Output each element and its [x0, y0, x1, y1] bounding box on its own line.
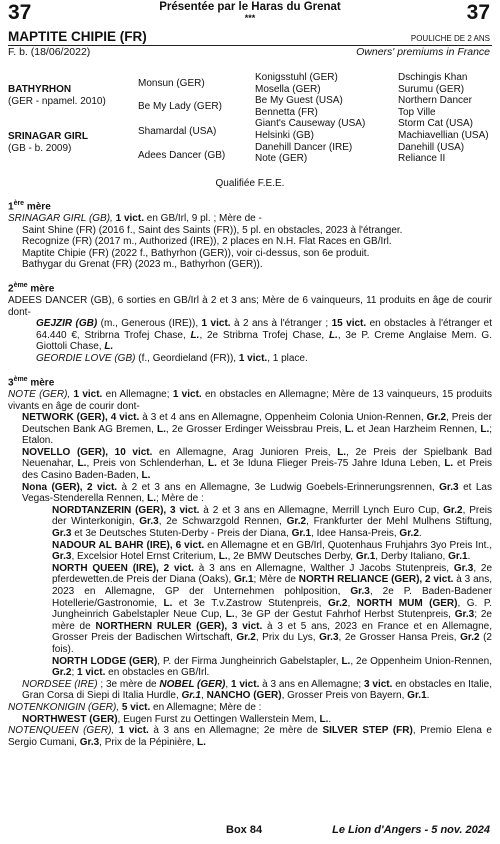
pedigree-gen4 — [398, 72, 489, 165]
produce-nona: Nona (GER), 2 vict. à 2 et 3 ans en Allemagne, 3e Ludwig Goebels-Erinnerungsrennen, Gr.3 et Las Vegas-Stenderella Rennen, L.; Mère de : — [22, 481, 492, 505]
produce-north-queen: NORTH QUEEN (IRE), 2 vict. à 3 ans en Allemagne, Walther J Jacobs Stutenpreis, Gr.3, 2e pferdewetten.de Preis der Diana (Oaks), Gr.1; Mère de NORTH RELIANCE (GER), 2 vict. à 3 ans, 2023 en Allemagne, GP der Unternehmen pohlposition, Gr.3, 2e P. Baden-Badener Hotellerie/Gastronomie, L. et 3e T.v.Zastrow Stutenpreis, Gr.2, NORTH MUM (GER), G. P. Jungheinrich Gabelstapler Neue Cup, L., 3e GP der Gestut Fahrhof Herbst Stutenpreis, Gr.3; 2e mère de NORTHERN RULER (GER), 3 vict. à 3 et 5 ans, 2023 en France et en Allemagne, Grosser Preis der Badischen Wirtschaft, Gr.2, Prix du Lys, Gr.3, 2e Grosser Hansa Preis, Gr.2 (2 fois). — [52, 562, 493, 655]
horse-birth: F. b. (18/06/2022) — [8, 46, 91, 58]
produce-novello: NOVELLO (GER), 10 vict. en Allemagne, Arag Junioren Preis, L., 2e Preis der Spielbank Bad Neuenahar, L., Preis von Schlenderhan, L. et 3e Iduna Flieger Preis-75 Jahre Iduna Leben, L. et Preis des Casino Baden-Baden, L. — [22, 446, 492, 482]
section-dam2 — [8, 280, 492, 364]
dam-info: (GB - b. 2009) — [8, 142, 72, 154]
produce-nordsee: NORDSEE (IRE) ; 3e mère de NOBEL (GER), 1 vict. à 3 ans en Allemagne; 3 vict. en obstacles en Italie, Gran Corsa di Siepi di Italia Hurdle, Gr.1, NANCHO (GER), Grosser Preis von Bayern, Gr.1. — [22, 678, 492, 702]
dam2-title: 2ème mère — [8, 282, 55, 295]
produce-nadour: NADOUR AL BAHR (IRE), 6 vict. en Allemagne et en GB/Irl, Quotenhaus Fruhjahrs 3yo Preis Int., Gr.3, Excelsior Hotel Ernst Criterium, L., 2e BMW Deutsches Derby, Gr.1, Derby Italiano, Gr.1. — [52, 539, 492, 563]
gen4-3: Northern Dancer — [398, 95, 472, 107]
produce-nordtanzerin: NORDTANZERIN (GER), 3 vict. à 2 et 3 ans en Allemagne, Merrill Lynch Euro Cup, Gr.2, Preis der Winterkonigin, Gr.3, 2e Schwarzgold Rennen, Gr.2, Frankfurter der Mehl Mulhens Stiftung, Gr.3 et 3e Deutsches Stuten-Derby - Preis der Diana, Gr.1, Idee Hansa-Preis, Gr.2. — [52, 504, 493, 540]
gen3-7: Danehill Dancer (IRE) — [255, 141, 353, 153]
gen2-1: Monsun (GER) — [138, 78, 205, 89]
gen2-2: Be My Lady (GER) — [138, 101, 222, 112]
lot-number-right: 37 — [466, 1, 490, 24]
lot-number-left: 37 — [8, 1, 32, 24]
footer-box: Box 84 — [226, 824, 263, 836]
dam1-produce-2: Recognize (FR) (2017 m., Authorized (IRE)), 2 places en N.H. Flat Races en GB/Irl. — [22, 236, 392, 248]
owners-premiums: Owners' premiums in France — [356, 46, 490, 58]
sire-info: (GER - npamel. 2010) — [8, 95, 106, 107]
produce-notenkonigin: NOTENKONIGIN (GER), 5 vict. en Allemagne; Mère de : — [8, 701, 262, 713]
gen4-7: Danehill (USA) — [398, 141, 465, 153]
footer-event: Le Lion d'Angers - 5 nov. 2024 — [332, 824, 490, 836]
gen2-3: Shamardal (USA) — [138, 126, 217, 137]
section-dam3 — [8, 374, 492, 748]
dam2-geordie: GEORDIE LOVE (GB) (f., Geordieland (FR)), 1 vict., 1 place. — [36, 352, 308, 364]
dam2-intro: ADEES DANCER (GB), 6 sorties en GB/Irl à 2 et 3 ans; Mère de 6 vainqueurs, 11 produits en âge de courir dont- — [8, 294, 492, 318]
gen3-5: Giant's Causeway (USA) — [255, 118, 366, 130]
gen4-4: Top Ville — [398, 106, 436, 118]
gen3-3: Be My Guest (USA) — [255, 95, 343, 107]
dam1-produce-3: Maptite Chipie (FR) (2022 f., Bathyrhon (GER)), voir ci-dessus, son 6e produit. — [22, 247, 370, 259]
gen2-4: Adees Dancer (GB) — [138, 150, 226, 161]
dam2-gejzir: GEJZIR (GB) (m., Generous (IRE)), 1 vict. à 2 ans à l'étranger ; 15 vict. en obstacles à l'étranger et 64.440 €, Stribrna Trofej Chase, L., 2e Stribrna Trofej Chase, L., 3e P. Creme Anglaise Mem. G. Giottoli Chase, L. — [36, 318, 493, 353]
header-stars: *** — [244, 13, 256, 23]
horse-name: MAPTITE CHIPIE (FR) — [8, 29, 147, 44]
produce-northwest: NORTHWEST (GER), Eugen Furst zu Oettingen Wallerstein Mem, L.. — [22, 713, 332, 725]
gen4-6: Machiavellian (USA) — [398, 129, 489, 141]
produce-notenqueen: NOTENQUEEN (GER), 1 vict. à 3 ans en Allemagne; 2e mère de SILVER STEP (FR), Premio Elena e Sergio Cumani, Gr.3, Prix de la Pépinière, L. — [8, 725, 492, 748]
pedigree-gen3 — [255, 72, 365, 165]
dam3-title: 3ème mère — [8, 376, 55, 389]
gen4-5: Storm Cat (USA) — [398, 118, 474, 130]
presented-by: Présentée par le Haras du Grenat — [159, 1, 341, 13]
pedigree-dam — [8, 131, 88, 154]
gen4-8: Reliance II — [398, 153, 446, 165]
qualified-fee: Qualifiée F.E.E. — [215, 178, 285, 189]
gen3-6: Helsinki (GB) — [255, 129, 314, 141]
produce-network: NETWORK (GER), 4 vict. à 3 et 4 ans en Allemagne, Oppenheim Colonia Union-Rennen, Gr.2, Preis der Deutschen Bank AG Bremen, L., 2e Grosser Erdinger Weissbrau Preis, L. et Jean Harzheim Rennen, L.; Etalon. — [22, 412, 493, 447]
horse-category: POULICHE DE 2 ANS — [410, 34, 490, 43]
gen3-2: Mosella (GER) — [255, 83, 321, 95]
gen3-4: Bennetta (FR) — [255, 106, 318, 118]
dam3-intro: NOTE (GER), 1 vict. en Allemagne; 1 vict. en obstacles en Allemagne; Mère de 13 vainqueurs, 15 produits vivants en âge de courir dont- — [8, 388, 493, 412]
pedigree-sire — [8, 84, 106, 107]
gen3-1: Konigsstuhl (GER) — [255, 72, 338, 83]
dam1-produce-4: Bathygar du Grenat (FR) (2023 m., Bathyrhon (GER)). — [22, 259, 263, 271]
section-dam1 — [8, 198, 492, 271]
sire-name: BATHYRHON — [8, 84, 72, 95]
dam1-title: 1ère mère — [8, 200, 51, 213]
dam-name: SRINAGAR GIRL — [8, 131, 88, 142]
gen4-2: Surumu (GER) — [398, 83, 465, 95]
gen3-8: Note (GER) — [255, 153, 308, 165]
gen4-1: Dschingis Khan — [398, 72, 468, 83]
dam1-intro: SRINAGAR GIRL (GB), 1 vict. en GB/Irl, 9 pl. ; Mère de - — [8, 212, 262, 224]
produce-north-lodge: NORTH LODGE (GER), P. der Firma Jungheinrich Gabelstapler, L., 2e Oppenheim Union-Rennen, Gr.2; 1 vict. en obstacles en GB/Irl. — [52, 655, 492, 679]
dam1-produce-1: Saint Shine (FR) (2016 f., Saint des Saints (FR)), 5 pl. en obstacles, 2023 à l'étranger. — [22, 224, 403, 236]
